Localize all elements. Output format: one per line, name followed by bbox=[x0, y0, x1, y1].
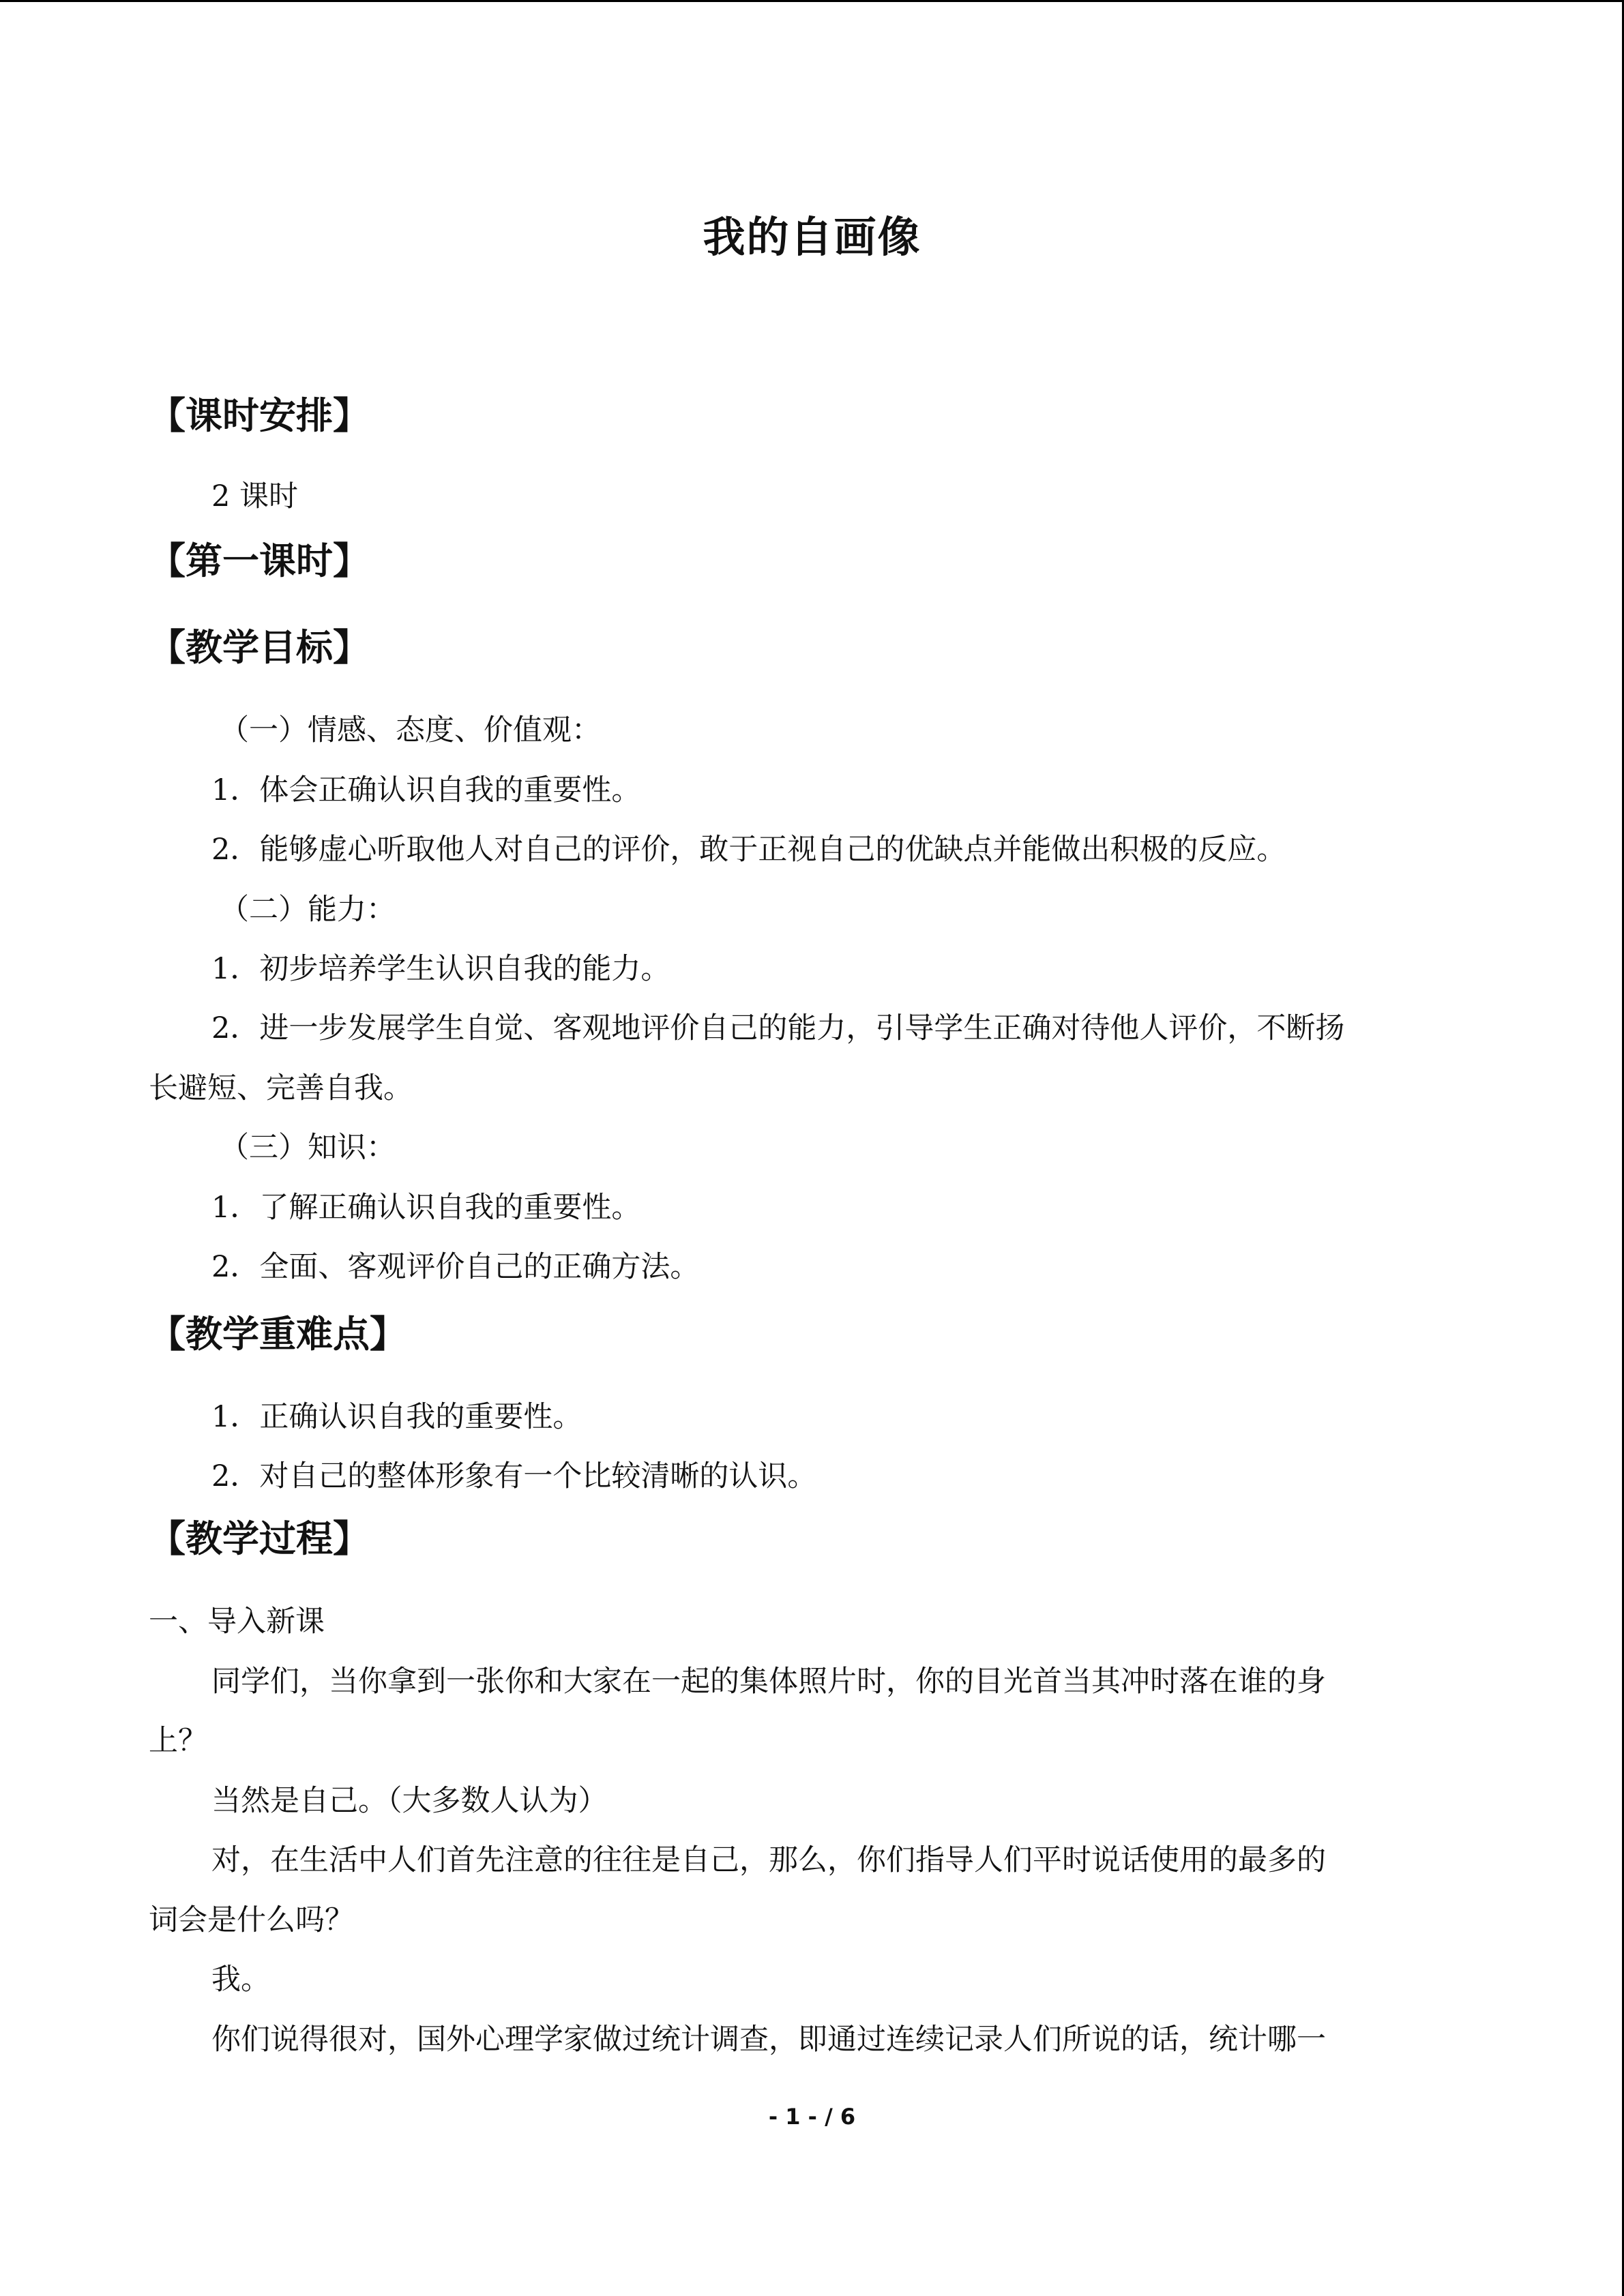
process-line: 词会是什么吗？ bbox=[149, 1903, 354, 1937]
objectives-line: （一）情感、态度、价值观： bbox=[220, 713, 601, 747]
heading-schedule: 【课时安排】 bbox=[149, 394, 370, 437]
process-line: 当然是自己。（大多数人认为） bbox=[211, 1784, 608, 1818]
page-number: - 1 - / 6 bbox=[768, 2104, 856, 2130]
objectives-line: 2．进一步发展学生自觉、客观地评价自己的能力，引导学生正确对待他人评价，不断扬 bbox=[211, 1011, 1345, 1045]
document-title: 我的自画像 bbox=[703, 212, 921, 262]
process-line: 我。 bbox=[211, 1963, 270, 1997]
objectives-line: （二）能力： bbox=[220, 893, 396, 927]
process-line: 一、导入新课 bbox=[149, 1605, 325, 1639]
objectives-line: （三）知识： bbox=[220, 1131, 396, 1165]
process-line: 同学们，当你拿到一张你和大家在一起的集体照片时，你的目光首当其冲时落在谁的身 bbox=[211, 1665, 1326, 1699]
heading-objectives: 【教学目标】 bbox=[149, 626, 370, 669]
process-line: 上？ bbox=[149, 1724, 207, 1758]
objectives-line: 长避短、完善自我。 bbox=[149, 1071, 413, 1105]
objectives-line: 1．了解正确认识自我的重要性。 bbox=[211, 1191, 641, 1225]
key-points-line: 1．正确认识自我的重要性。 bbox=[211, 1400, 582, 1434]
process-line: 你们说得很对，国外心理学家做过统计调查，即通过连续记录人们所说的话，统计哪一 bbox=[211, 2023, 1326, 2057]
objectives-line: 1．体会正确认识自我的重要性。 bbox=[211, 773, 641, 807]
heading-first-lesson: 【第一课时】 bbox=[149, 539, 370, 582]
key-points-line: 2．对自己的整体形象有一个比较清晰的认识。 bbox=[211, 1459, 817, 1493]
objectives-line: 1．初步培养学生认识自我的能力。 bbox=[211, 952, 670, 986]
objectives-line: 2．能够虚心听取他人对自己的评价，敢于正视自己的优缺点并能做出积极的反应。 bbox=[211, 833, 1286, 867]
schedule-text: 2 课时 bbox=[211, 479, 299, 513]
heading-key-points: 【教学重难点】 bbox=[149, 1313, 407, 1356]
process-line: 对，在生活中人们首先注意的往往是自己，那么，你们指导人们平时说话使用的最多的 bbox=[211, 1843, 1326, 1877]
heading-process: 【教学过程】 bbox=[149, 1517, 370, 1560]
objectives-line: 2．全面、客观评价自己的正确方法。 bbox=[211, 1250, 700, 1284]
